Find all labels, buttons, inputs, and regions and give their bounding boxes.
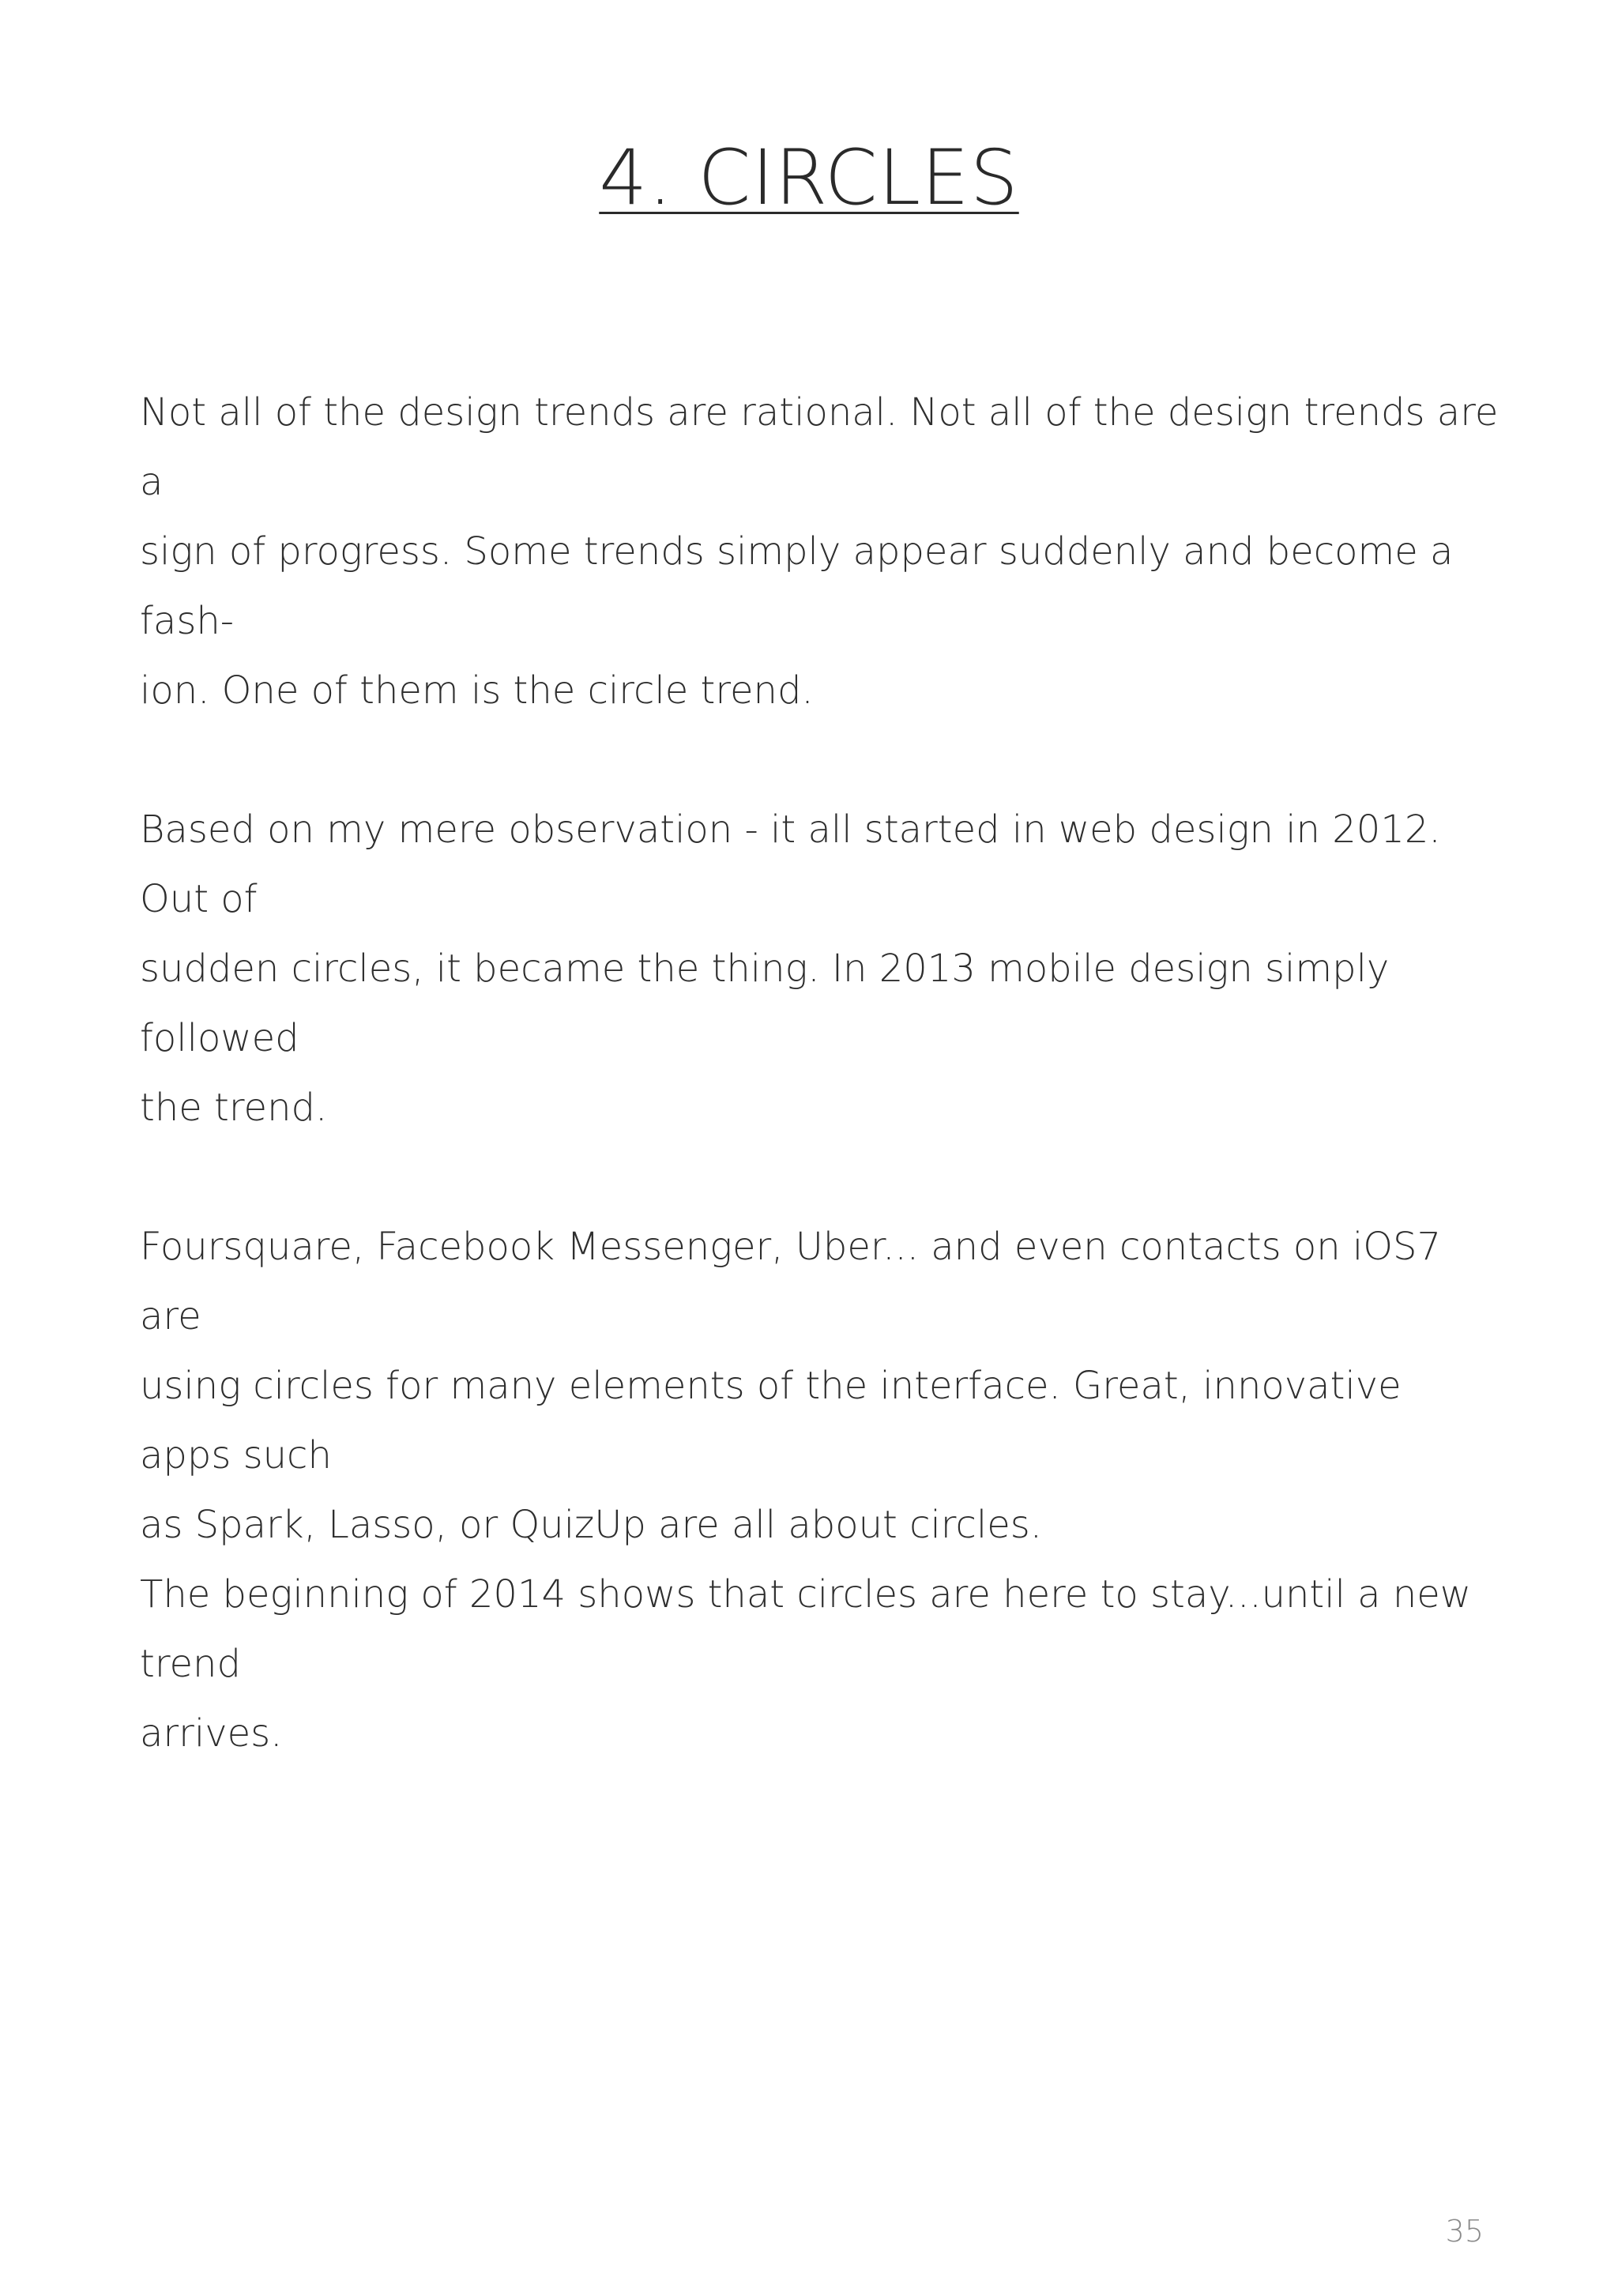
paragraph-intro: Not all of the design trends are rational. Not all of the design trends are a sign of progress. Some trends simply appear suddenly and become a fash- ion. One of them is the circle trend. (140, 390, 1499, 713)
paragraph-conclusion: The beginning of 2014 shows that circles are here to stay...until a new trend arrives. (140, 1572, 1472, 1756)
body-text (140, 378, 1499, 1768)
paragraph-origin: Based on my mere observation - it all started in web design in 2012. Out of sudden circles, it became the thing. In 2013 mobile design simply followed the trend. (140, 807, 1441, 1130)
paragraph-examples: Foursquare, Facebook Messenger, Uber... and even contacts on iOS7 are using circles for many elements of the interface. Great, innovative apps such as Spark, Lasso, or QuizUp are all about circles. (140, 1225, 1442, 1547)
page-number: 35 (1445, 2214, 1484, 2249)
page-title-text: 4. CIRCLES (599, 134, 1019, 222)
page-title (0, 133, 1618, 224)
